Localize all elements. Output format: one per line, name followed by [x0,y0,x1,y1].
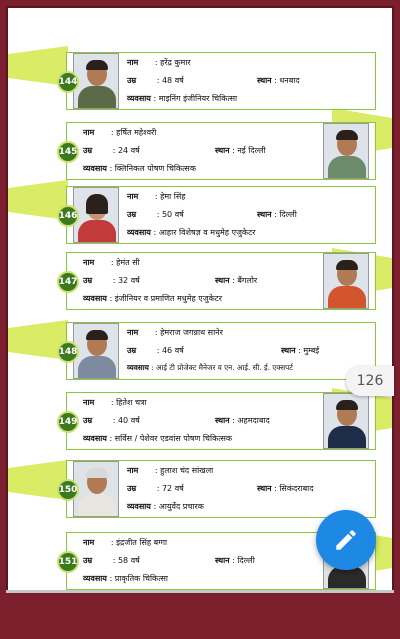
profession-label: व्यवसाय [127,94,151,103]
age-label: उम्र [83,556,93,565]
profile-photo [73,323,119,379]
place-label: स्थान [215,276,230,285]
name-label: नाम [127,192,139,201]
profession-value: आयुर्वेद प्रचारक [158,502,204,511]
edit-pencil-icon [333,527,359,553]
profile-number-badge: 145 [57,141,79,163]
profile-card: 149 नाम : हितेश चत्रा उम्र : 40 वर्ष स्थान : अहमदाबाद व्यवसाय : सर्विस / पेशेवर एडवांस पोषण चिकित्सक [66,392,376,450]
place-label: स्थान [215,556,230,565]
place-value: दिल्ली [279,210,297,219]
profile-photo [323,123,369,179]
age-label: उम्र [127,76,137,85]
age-label: उम्र [127,210,137,219]
profile-photo [73,53,119,109]
age-value: 32 वर्ष [117,276,140,285]
profile-card: 147 नाम : हेमंत सी उम्र : 32 वर्ष स्थान : बैंगलोर व्यवसाय : इंजीनियर व प्रमाणित मधुमेह एजुकेटर [66,252,376,310]
place-value: नई दिल्ली [237,146,266,155]
profile-card: 148 नाम : हेमराज जगन्नाथ सानेर उम्र : 46 वर्ष स्थान : मुम्बई व्यवसाय : आई टी प्रोजेक्ट मैनेजर व एन. आई. सी. ई. एक्सपर्ट [66,322,376,380]
name-label: नाम [83,398,95,407]
age-label: उम्र [127,346,137,355]
place-value: दिल्ली [237,556,255,565]
name-value: हेमराज जगन्नाथ सानेर [160,328,223,337]
place-label: स्थान [257,76,272,85]
profile-number-badge: 150 [57,479,79,501]
age-value: 50 वर्ष [161,210,184,219]
age-label: उम्र [127,484,137,493]
profile-photo [323,253,369,309]
profession-label: व्यवसाय [127,228,151,237]
age-value: 46 वर्ष [161,346,184,355]
name-value: हेमा सिंह [160,192,186,201]
profession-label: व्यवसाय [127,363,149,372]
profession-value: माइनिंग इंजीनियर चिकित्सा [158,94,238,103]
age-label: उम्र [83,146,93,155]
place-label: स्थान [281,346,296,355]
place-value: धनबाद [279,76,300,85]
place-value: मुम्बई [303,346,320,355]
name-label: नाम [127,466,139,475]
profile-number-badge: 144 [57,71,79,93]
age-value: 40 वर्ष [117,416,140,425]
profession-value: आहार विशेषज्ञ व मधुमेह एजुकेटर [158,228,256,237]
name-value: हेमंत सी [116,258,140,267]
profile-number-badge: 149 [57,411,79,433]
place-value: सिकंदराबाद [279,484,314,493]
profile-card: 150 नाम : हुलाश चंद सांखला उम्र : 72 वर्ष स्थान : सिकंदराबाद व्यवसाय : आयुर्वेद प्रचारक [66,460,376,518]
name-value: हर्षित महेश्वरी [116,128,157,137]
place-label: स्थान [215,416,230,425]
name-value: इंद्रजीत सिंह बग्गा [116,538,168,547]
name-label: नाम [83,538,95,547]
page-number-badge: 126 [346,366,394,396]
name-label: नाम [83,258,95,267]
place-value: बैंगलोर [237,276,258,285]
profession-value: सर्विस / पेशेवर एडवांस पोषण चिकित्सक [114,434,233,443]
profile-photo [73,461,119,517]
profession-value: इंजीनियर व प्रमाणित मधुमेह एजुकेटर [114,294,223,303]
age-value: 72 वर्ष [161,484,184,493]
profession-value: आई टी प्रोजेक्ट मैनेजर व एन. आई. सी. ई. एक्सपर्ट [155,363,293,372]
name-label: नाम [127,328,139,337]
profession-label: व्यवसाय [127,502,151,511]
age-label: उम्र [83,276,93,285]
place-label: स्थान [257,484,272,493]
profession-value: क्लिनिकल पोषण चिकित्सक [114,164,196,173]
profile-number-badge: 147 [57,271,79,293]
profile-number-badge: 148 [57,341,79,363]
profile-card: 144 नाम : हरेंद्र कुमार उम्र : 48 वर्ष स्थान : धनबाद व्यवसाय : माइनिंग इंजीनियर चिकित्सा [66,52,376,110]
edit-button[interactable] [316,510,376,570]
profile-number-badge: 151 [57,551,79,573]
bottom-bar [6,590,394,633]
profession-label: व्यवसाय [83,574,107,583]
name-value: हरेंद्र कुमार [160,58,191,67]
profession-label: व्यवसाय [83,434,107,443]
profession-label: व्यवसाय [83,294,107,303]
name-label: नाम [83,128,95,137]
profile-card: 145 नाम : हर्षित महेश्वरी उम्र : 24 वर्ष स्थान : नई दिल्ली व्यवसाय : क्लिनिकल पोषण चिकित्सक [66,122,376,180]
name-value: हुलाश चंद सांखला [160,466,214,475]
place-value: अहमदाबाद [237,416,270,425]
age-value: 48 वर्ष [161,76,184,85]
profile-photo [323,393,369,449]
profession-value: प्राकृतिक चिकित्सा [114,574,168,583]
document-page[interactable] [8,8,392,590]
age-value: 58 वर्ष [117,556,140,565]
profession-label: व्यवसाय [83,164,107,173]
name-label: नाम [127,58,139,67]
profile-photo [73,187,119,243]
age-value: 24 वर्ष [117,146,140,155]
profile-number-badge: 146 [57,205,79,227]
age-label: उम्र [83,416,93,425]
place-label: स्थान [257,210,272,219]
name-value: हितेश चत्रा [116,398,147,407]
place-label: स्थान [215,146,230,155]
profile-card: 151 नाम : इंद्रजीत सिंह बग्गा उम्र : 58 वर्ष स्थान : दिल्ली व्यवसाय : प्राकृतिक चिकित्सा [66,532,376,590]
profile-card: 146 नाम : हेमा सिंह उम्र : 50 वर्ष स्थान : दिल्ली व्यवसाय : आहार विशेषज्ञ व मधुमेह एजुकेटर [66,186,376,244]
